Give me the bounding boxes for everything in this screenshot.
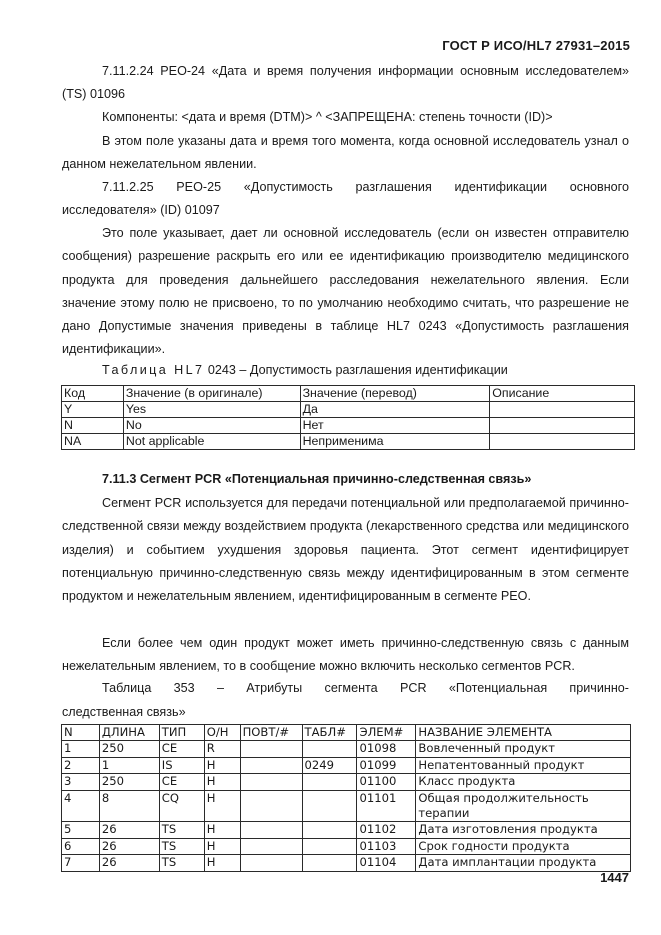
table-cell	[240, 774, 302, 790]
table-cell	[302, 855, 357, 871]
table-cell	[490, 418, 635, 434]
table-cell	[240, 790, 302, 822]
table-cell: R	[204, 741, 240, 757]
table-cell: 01104	[357, 855, 416, 871]
table-cell: 1	[99, 757, 159, 773]
table-row	[62, 418, 635, 434]
peo24-field-id: 7.11.2.24 PEO-24	[102, 64, 206, 78]
table-header-row	[62, 386, 635, 402]
table-cell: Not applicable	[123, 434, 300, 450]
header-cell: Значение (в оригинале)	[123, 386, 300, 402]
table-cell: H	[204, 822, 240, 838]
table-cell	[490, 402, 635, 418]
table-row	[62, 402, 635, 418]
peo25-title	[62, 176, 629, 223]
table2-caption-cont: следственная связь»	[62, 705, 186, 719]
table-cell: 01100	[357, 774, 416, 790]
table-cell: 01099	[357, 757, 416, 773]
table-cell: H	[204, 838, 240, 854]
table-cell: Нет	[300, 418, 490, 434]
table-cell	[302, 822, 357, 838]
table-cell: 01102	[357, 822, 416, 838]
table1-caption	[102, 361, 508, 379]
header-cell: ТАБЛ#	[302, 725, 357, 741]
table-cell: IS	[159, 757, 204, 773]
table-cell: 7	[62, 855, 100, 871]
header-cell: ДЛИНА	[99, 725, 159, 741]
header-cell: ТИП	[159, 725, 204, 741]
table-cell: 4	[62, 790, 100, 822]
table-cell: CQ	[159, 790, 204, 822]
peo25-field-id: 7.11.2.25 PEO-25	[102, 180, 222, 194]
peo24-title	[62, 60, 629, 107]
table-cell	[240, 741, 302, 757]
table-cell: Вовлеченный продукт	[416, 741, 631, 757]
peo24-field-name: «Дата и время получения информации основным исследователем» (TS) 01096	[62, 64, 630, 102]
table-cell: 01098	[357, 741, 416, 757]
table-cell: 26	[99, 822, 159, 838]
table-cell: 26	[99, 855, 159, 871]
table-cell: 01103	[357, 838, 416, 854]
table-cell: No	[123, 418, 300, 434]
table-cell: Дата имплантации продукта	[416, 855, 631, 871]
header-cell: N	[62, 725, 100, 741]
peo24-text: В этом поле указаны дата и время того момента, когда основной исследователь узнал о данном нежелательном явлении.	[62, 134, 629, 172]
table-cell: 250	[99, 774, 159, 790]
table-cell: H	[204, 774, 240, 790]
table-cell	[302, 838, 357, 854]
pcr-paragraph-1: Сегмент PCR используется для передачи потенциальной или предполагаемой причинно-следственной связи между воздействием продукта (лекарственного средства или медицинского изделия) и событием ухудшения здоровья пациента. Этот сегмент идентифицирует потенциальную причинно-следственную связь между идентифицированным в этом сегменте продуктом и нежелательным явлением, идентифицированным в сегменте PEO.	[62, 496, 629, 604]
table-cell	[240, 757, 302, 773]
pcr-section-title: 7.11.3 Сегмент PCR «Потенциальная причинно-следственная связь»	[102, 472, 532, 486]
table-cell: 8	[99, 790, 159, 822]
table-cell	[302, 790, 357, 822]
standard-header: ГОСТ Р ИСО/HL7 27931–2015	[442, 38, 630, 53]
table-cell: H	[204, 790, 240, 822]
table-cell: Да	[300, 402, 490, 418]
table-header-row	[62, 725, 631, 741]
table-cell: Непатентованный продукт	[416, 757, 631, 773]
peo24-components: Компоненты: <дата и время (DTM)> ^ <ЗАПРЕЩЕНА: степень точности (ID)>	[102, 110, 553, 124]
table-cell: Класс продукта	[416, 774, 631, 790]
table-cell: Y	[62, 402, 124, 418]
table-cell: 0249	[302, 757, 357, 773]
table-cell: 5	[62, 822, 100, 838]
table-row	[62, 838, 631, 854]
header-cell: О/Н	[204, 725, 240, 741]
table-cell: Дата изготовления продукта	[416, 822, 631, 838]
header-cell: НАЗВАНИЕ ЭЛЕМЕНТА	[416, 725, 631, 741]
peo25-field-name: «Допустимость разглашения идентификации основного исследователя» (ID) 01097	[62, 180, 630, 218]
table-row	[62, 790, 631, 822]
table-cell	[240, 822, 302, 838]
header-cell: ПОВТ/#	[240, 725, 302, 741]
table-cell	[302, 774, 357, 790]
table-cell: Срок годности продукта	[416, 838, 631, 854]
table-row	[62, 741, 631, 757]
table2-caption: Таблица 353 – Атрибуты сегмента PCR «Потенциальная причинно-	[102, 681, 629, 695]
table-cell: H	[204, 757, 240, 773]
table-row	[62, 434, 635, 450]
table-cell	[302, 741, 357, 757]
table-cell: N	[62, 418, 124, 434]
table-cell: 6	[62, 838, 100, 854]
table-cell	[240, 855, 302, 871]
table-cell: NA	[62, 434, 124, 450]
table-cell: Общая продолжительность терапии	[416, 790, 631, 822]
table-cell: TS	[159, 838, 204, 854]
table1-caption-title: – Допустимость разглашения идентификации	[235, 363, 508, 377]
table-cell: 1	[62, 741, 100, 757]
header-cell: Значение (перевод)	[300, 386, 490, 402]
table-cell: 01101	[357, 790, 416, 822]
table1-caption-label: Таблица HL7	[102, 363, 205, 377]
table-cell: CE	[159, 774, 204, 790]
table-cell: 26	[99, 838, 159, 854]
table-cell: 2	[62, 757, 100, 773]
page-number: 1447	[600, 870, 629, 885]
table-cell: CE	[159, 741, 204, 757]
table-cell: 250	[99, 741, 159, 757]
table-hl7-0243	[61, 385, 635, 450]
peo25-text: Это поле указывает, дает ли основной исследователь (если он известен отправителю сообщения) разрешение раскрыть его или ее идентификацию производителю медицинского продукта для проведения дальнейшего расследования нежелательного явления. Если значение этому полю не присвоено, то по умолчанию необходимо считать, что разрешение не дано Допустимые значения приведены в таблице HL7 0243 «Допустимость разглашения идентификации».	[62, 226, 629, 357]
table-cell	[490, 434, 635, 450]
pcr-paragraph-2: Если более чем один продукт может иметь причинно-следственную связь с данным нежелательным явлением, то в сообщение можно включить несколько сегментов PCR.	[62, 636, 629, 674]
table-row	[62, 822, 631, 838]
header-cell: ЭЛЕМ#	[357, 725, 416, 741]
header-cell: Описание	[490, 386, 635, 402]
table-row	[62, 855, 631, 871]
table-row	[62, 774, 631, 790]
table-cell: 3	[62, 774, 100, 790]
header-cell: Код	[62, 386, 124, 402]
table-cell: TS	[159, 822, 204, 838]
table-cell: Yes	[123, 402, 300, 418]
table-cell: H	[204, 855, 240, 871]
table-353-pcr-attributes	[61, 724, 631, 872]
table1-caption-number: 0243	[207, 363, 236, 377]
table-cell	[240, 838, 302, 854]
table-cell: Неприменима	[300, 434, 490, 450]
table-row	[62, 757, 631, 773]
table-cell: TS	[159, 855, 204, 871]
